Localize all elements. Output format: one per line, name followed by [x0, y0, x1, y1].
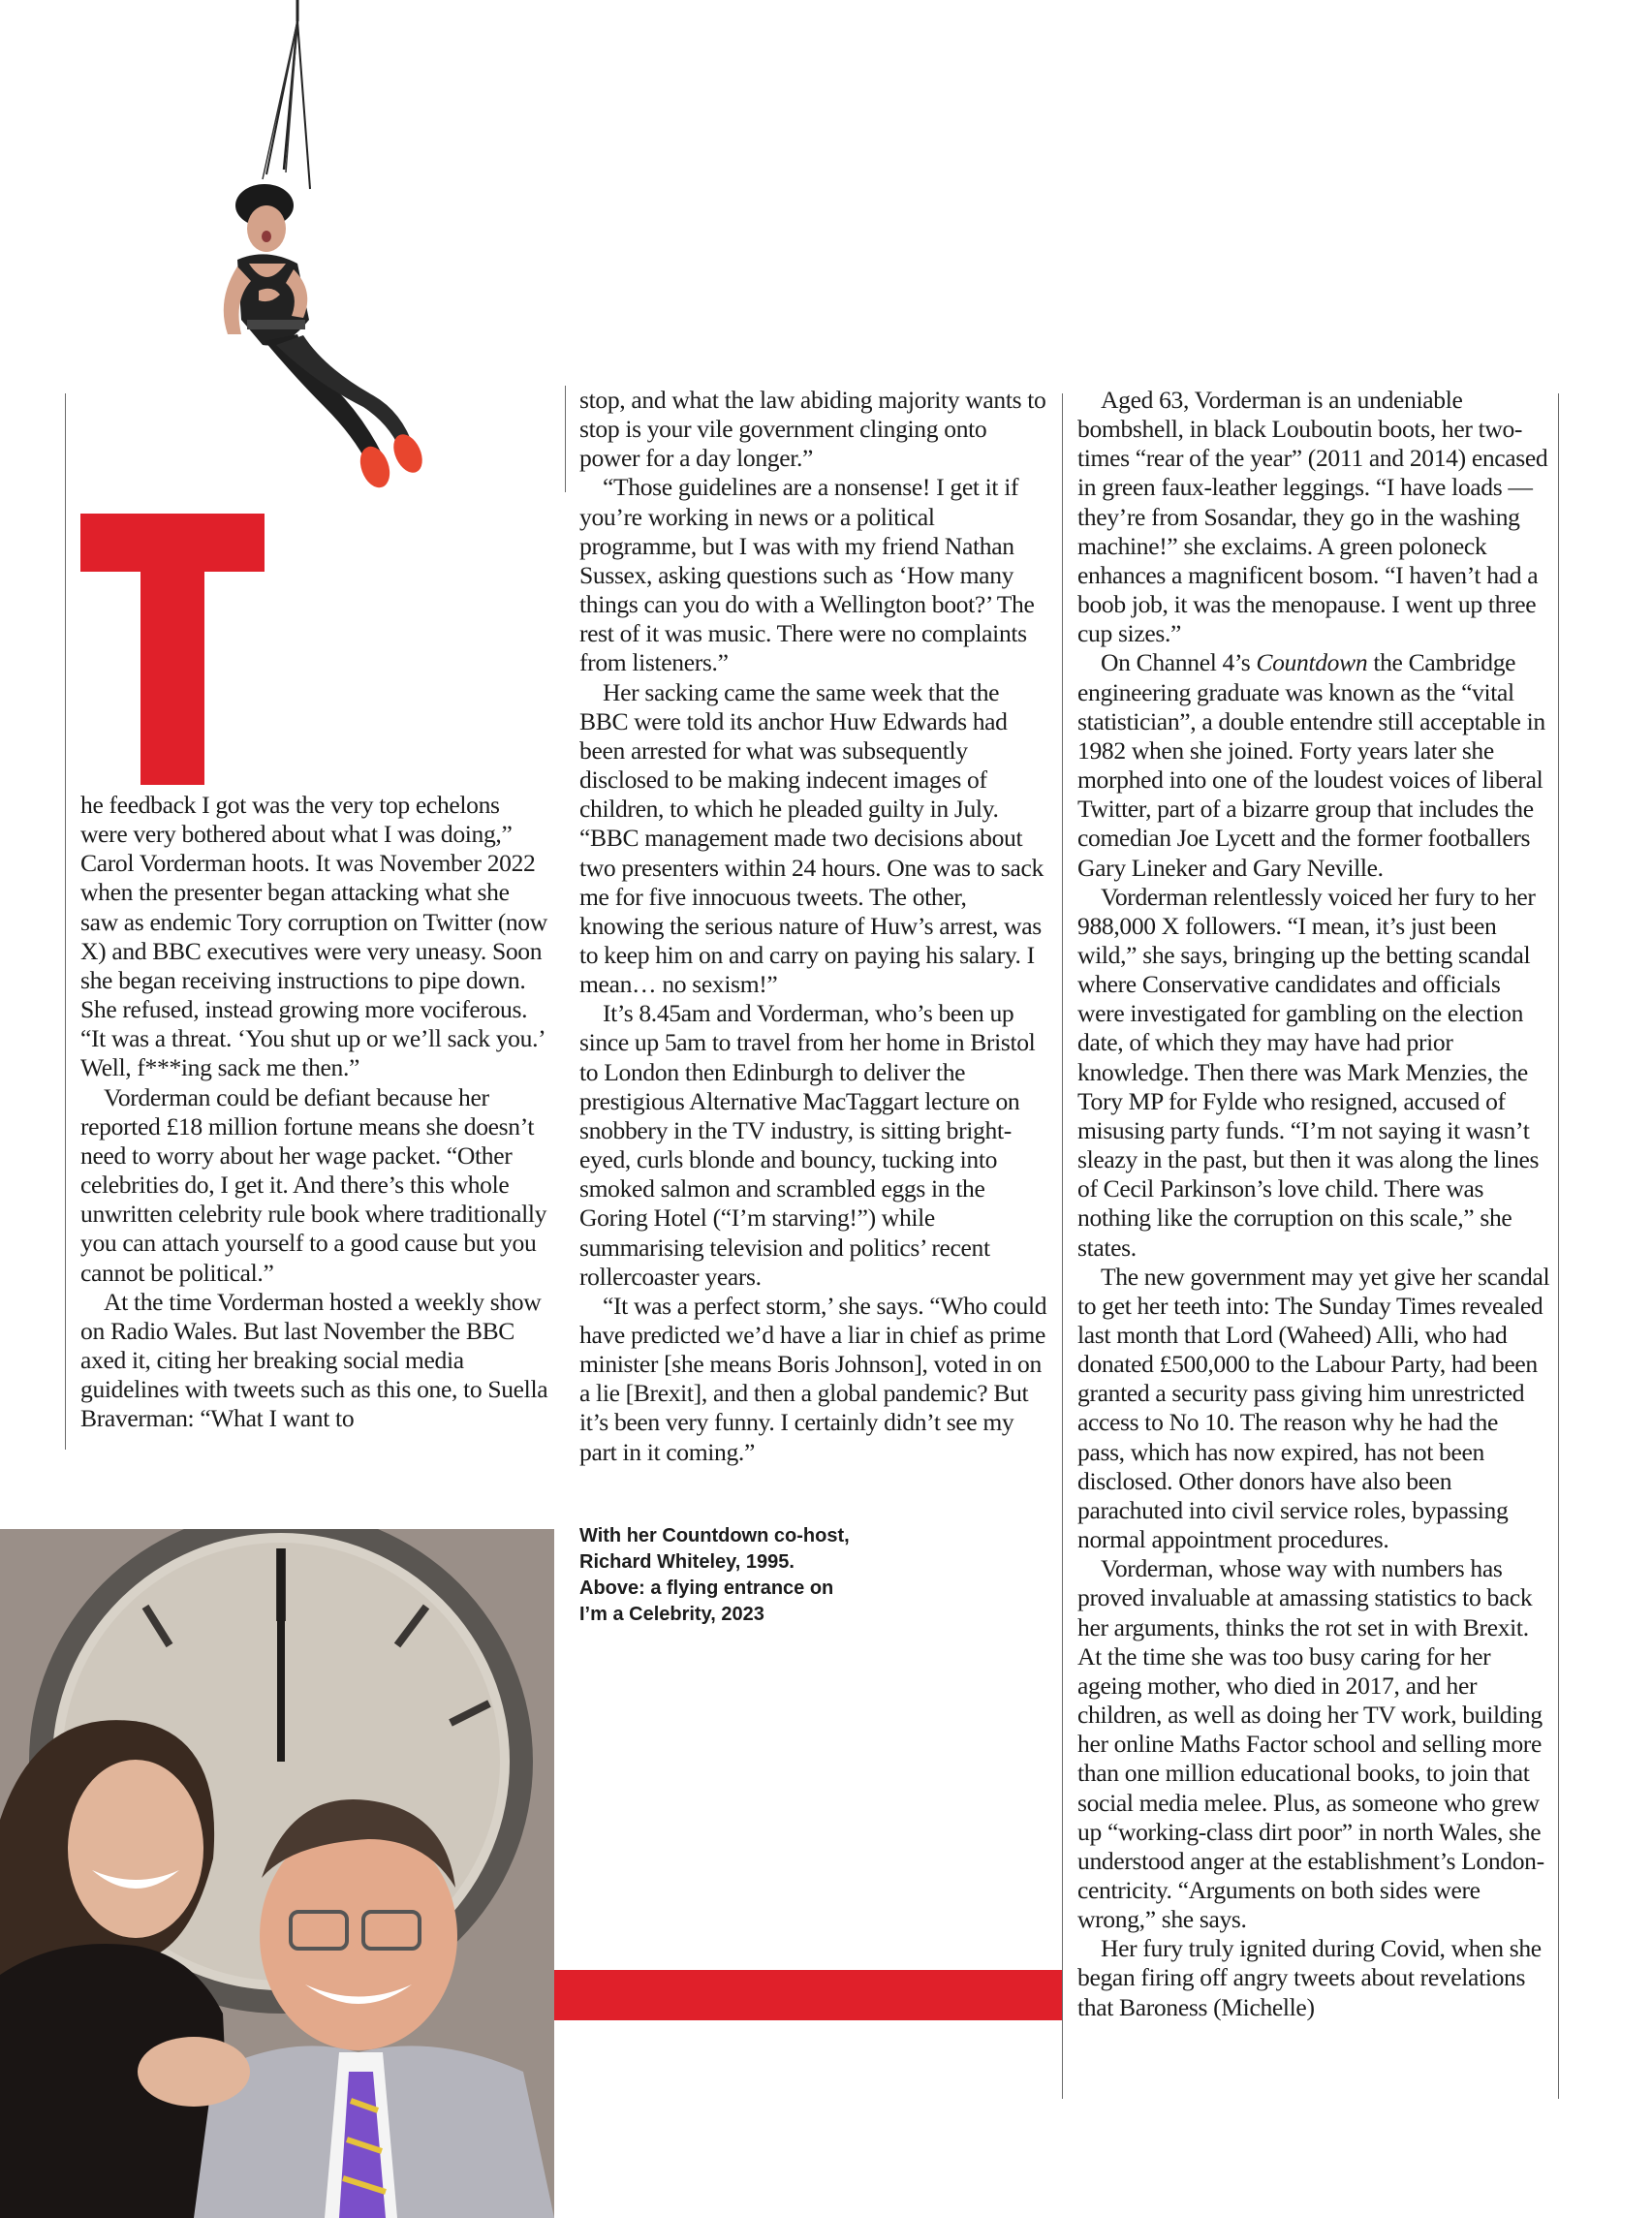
paragraph: [1077, 648, 1550, 882]
article-column-1: [80, 791, 552, 1433]
caption-line: With her Countdown co-host,: [579, 1525, 850, 1546]
paragraph-text: the Cambridge engineering graduate was known as the “vital statistician”, a double entendre still acceptable in 1982 when she joined. Forty years later she morphed into one of the loudest voices of liberal Twitter, part of a bizarre group that includes the comedian Joe Lycett and the former footballers Gary Lineker and Gary Neville.: [1077, 648, 1545, 882]
paragraph: It’s 8.45am and Vorderman, who’s been up since up 5am to travel from her home in Bristol to London then Edinburgh to deliver the prestigious Alternative MacTaggart lecture on snobbery in the TV industry, is sitting bright-eyed, curls blonde and bouncy, tucking into smoked salmon and scrambled eggs in the Goring Hotel (“I’m starving!”) while summarising television and politics’ recent rollercoaster years.: [579, 999, 1036, 1291]
zipline-photo: [208, 0, 441, 543]
caption-line: I’m a Celebrity, 2023: [579, 1604, 764, 1625]
paragraph: Vorderman relentlessly voiced her fury to her 988,000 X followers. “I mean, it’s just been wild,” she says, bringing up the betting scandal where Conservative candidates and officials were investigated for gambling on the election date, of which they may have had prior knowledge. Then there was Mark Menzies, the Tory MP for Fylde who resigned, accused of misusing party funds. “I’m not saying it wasn’t sleazy in the past, but then it was along the lines of Cecil Parkinson’s love child. There was nothing like the corruption on this scale,” she states.: [1077, 882, 1540, 1262]
paragraph: Her sacking came the same week that the BBC were told its anchor Huw Edwards had been arrested for what was subsequently disclosed to be making indecent images of children, to which he pleaded guilty in July. “BBC management made two decisions about two presenters within 24 hours. One was to sack me for five innocuous tweets. The other, knowing the serious nature of Huw’s arrest, was to keep him on and carry on paying his salary. I mean… no sexism!”: [579, 677, 1044, 999]
show-title: Countdown: [1256, 648, 1368, 677]
article-column-2: [579, 386, 1052, 1467]
column-rule-1: [65, 393, 66, 1450]
paragraph: “Those guidelines are a nonsense! I get it if you’re working in news or a political programme, but I was with my friend Nathan Sussex, asking questions such as ‘How many things can you do with a Wellington boot?’ The rest of it was music. There were no complaints from listeners.”: [579, 473, 1035, 677]
column-rule-2: [565, 386, 566, 492]
column-rule-3: [1062, 393, 1063, 2099]
paragraph: stop, and what the law abiding majority wants to stop is your vile government clinging onto power for a day longer.”: [579, 386, 1046, 473]
paragraph-text: On Channel 4’s: [1101, 648, 1257, 677]
article-column-3: [1077, 386, 1550, 2022]
person-on-zipline-photo: [224, 0, 428, 491]
paragraph: The new government may yet give her scandal to get her teeth into: The Sunday Times revealed last month that Lord (Waheed) Alli, who had donated £500,000 to the Labour Party, had been granted a security pass giving him unrestricted access to No 10. The reason why he had the pass, which has now expired, has not been disclosed. Other donors have also been parachuted into civil service roles, bypassing normal appointment procedures.: [1077, 1262, 1550, 1554]
paragraph: “It was a perfect storm,’ she says. “Who could have predicted we’d have a liar in chief as prime minister [she means Boris Johnson], voted in on a lie [Brexit], and then a global pandemic? But it’s been very funny. I certainly didn’t see my part in it coming.”: [579, 1291, 1047, 1466]
paragraph: Vorderman, whose way with numbers has proved invaluable at amassing statistics to back her arguments, thinks the rot set in with Brexit. At the time she was too busy caring for her ageing mother, who died in 2017, and her children, as well as doing her TV work, building her online Maths Factor school and selling more than one million educational books, to join that social media melee. Plus, as someone who grew up “working-class dirt poor” in north Wales, she understood anger at the establishment’s London-centricity. “Arguments on both sides were wrong,” she says.: [1077, 1554, 1544, 1934]
paragraph: he feedback I got was the very top echelons were very bothered about what I was doing,” Carol Vorderman hoots. It was November 2022 when the presenter began attacking what she saw as endemic Tory corruption on Twitter (now X) and BBC executives were very uneasy. Soon she began receiving instructions to pipe down. She refused, instead growing more vociferous. “It was a threat. ‘You shut up or we’ll sack you.’ Well, f***ing sack me then.”: [80, 791, 547, 1082]
countdown-photo: [0, 1529, 554, 2218]
two-presenters-photo: [0, 1529, 554, 2218]
caption-line: Richard Whiteley, 1995.: [579, 1551, 795, 1573]
photo-caption: [579, 1523, 870, 1628]
drop-cap: [80, 514, 265, 785]
paragraph: Vorderman could be defiant because her reported £18 million fortune means she doesn’t need to worry about her wage packet. “Other celebrities do, I get it. And there’s this whole unwritten celebrity rule book where traditionally you can attach yourself to a good cause but you cannot be political.”: [80, 1082, 547, 1287]
accent-bar: [550, 1970, 1062, 2020]
paragraph: Aged 63, Vorderman is an undeniable bombshell, in black Louboutin boots, her two-times “rear of the year” (2011 and 2014) encased in green faux-leather leggings. “I have loads — they’re from Sosandar, they go in the washing machine!” she exclaims. A green poloneck enhances a magnificent bosom. “I haven’t had a boob job, it was the menopause. I went up three cup sizes.”: [1077, 386, 1548, 648]
paragraph: At the time Vorderman hosted a weekly show on Radio Wales. But last November the BBC axed it, citing her breaking social media guidelines with tweets such as this one, to Suella Braverman: “What I want to: [80, 1287, 548, 1433]
paragraph: Her fury truly ignited during Covid, when she began firing off angry tweets about revelations that Baroness (Michelle): [1077, 1934, 1542, 2021]
caption-line: Above: a flying entrance on: [579, 1578, 834, 1599]
column-rule-4: [1558, 393, 1559, 2099]
